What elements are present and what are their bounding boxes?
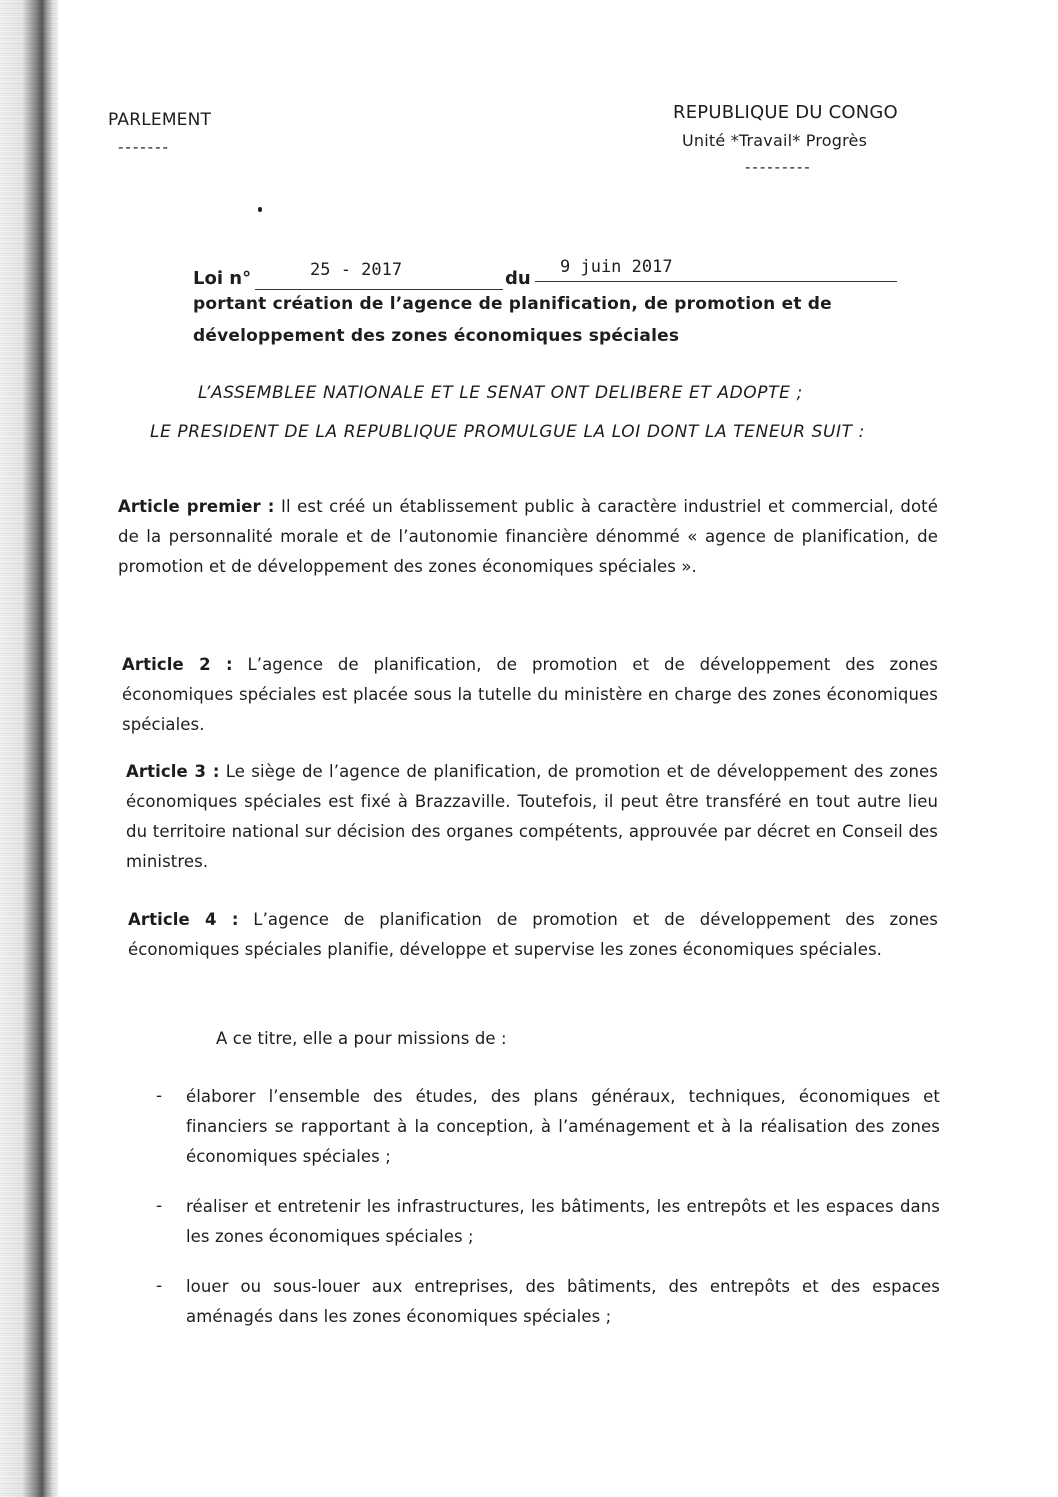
republic-motto: Unité *Travail* Progrès (682, 131, 868, 150)
parliament-separator: ------- (118, 138, 170, 156)
mission-1-bullet: - (156, 1086, 163, 1106)
law-date-underline (535, 281, 897, 282)
law-prefix: Loi n° (193, 268, 252, 289)
law-du-label: du (505, 268, 531, 289)
article-1-label: Article premier : (118, 497, 275, 516)
article-3-label: Article 3 : (126, 762, 220, 781)
mission-3: louer ou sous-louer aux entreprises, des bâtiments, des entrepôts et des espaces aménagés dans les zones économiques spéciales ; (186, 1277, 940, 1326)
parliament-label: PARLEMENT (108, 110, 212, 130)
article-3-text: Le siège de l’agence de planification, de promotion et de développement des zones économiques spéciales est fixé à Brazzaville. Toutefois, il peut être transféré en tout autre lieu du territoire national sur décision des organes compétents, approuvée par décret en Conseil des ministres. (126, 762, 938, 871)
article-3 (126, 757, 938, 877)
article-2-label: Article 2 : (122, 655, 233, 674)
mission-2-bullet: - (156, 1196, 163, 1216)
scan-edge (0, 0, 58, 1497)
republic-title: REPUBLIQUE DU CONGO (673, 102, 898, 123)
republic-separator: --------- (745, 158, 812, 176)
enactment-formula-2: LE PRESIDENT DE LA REPUBLIQUE PROMULGUE LA LOI DONT LA TENEUR SUIT : (150, 422, 865, 442)
law-title-line1: portant création de l’agence de planification, de promotion et de (193, 294, 832, 314)
law-title-line2: développement des zones économiques spéciales (193, 326, 680, 346)
scan-speck (258, 207, 262, 212)
article-4 (128, 905, 938, 965)
law-date: 9 juin 2017 (560, 257, 673, 277)
law-title (193, 288, 893, 352)
article-2 (122, 650, 938, 740)
article-2-text: L’agence de planification, de promotion et de développement des zones économiques spéciales est placée sous la tutelle du ministère en charge des zones économiques spéciales. (122, 655, 938, 734)
mission-2: réaliser et entretenir les infrastructures, les bâtiments, les entrepôts et les espaces dans les zones économiques spéciales ; (186, 1197, 940, 1246)
article-4-label: Article 4 : (128, 910, 239, 929)
missions-intro: A ce titre, elle a pour missions de : (216, 1029, 507, 1048)
enactment-formula-1: L’ASSEMBLEE NATIONALE ET LE SENAT ONT DELIBERE ET ADOPTE ; (198, 383, 803, 403)
mission-1: élaborer l’ensemble des études, des plans généraux, techniques, économiques et financiers se rapportant à la conception, à l’aménagement et à la réalisation des zones économiques spéciales ; (186, 1087, 940, 1166)
article-1 (118, 492, 938, 582)
mission-3-bullet: - (156, 1276, 163, 1296)
article-4-text: L’agence de planification de promotion et de développement des zones économiques spéciales planifie, développe et supervise les zones économiques spéciales. (128, 910, 938, 959)
law-number: 25 - 2017 (310, 260, 403, 280)
article-1-text: Il est créé un établissement public à caractère industriel et commercial, doté de la personnalité morale et de l’autonomie financière dénommé « agence de planification, de promotion et de développement des zones économiques spéciales ». (118, 497, 938, 576)
